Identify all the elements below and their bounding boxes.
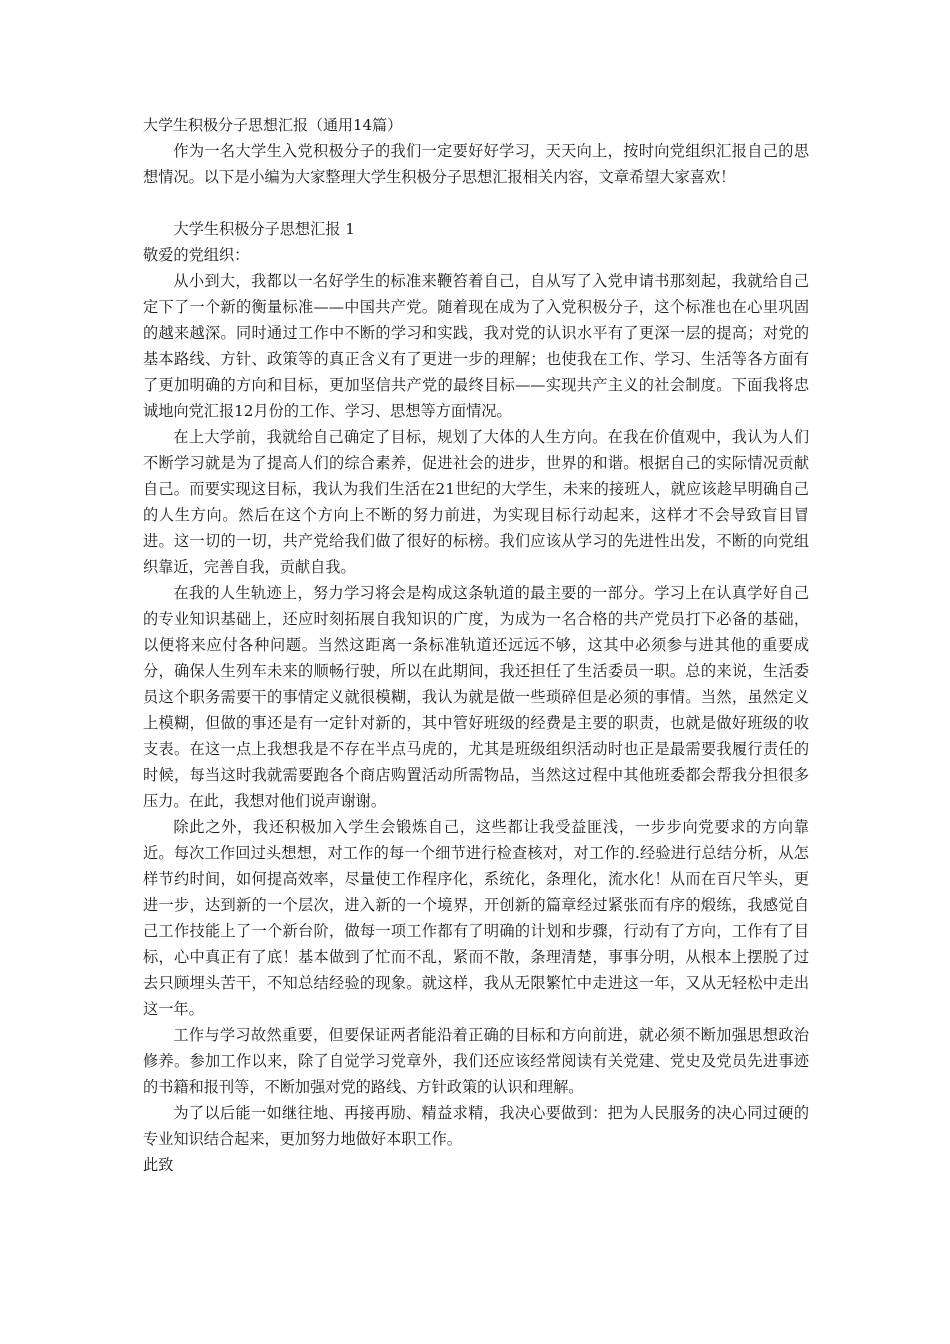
body-paragraph: 在我的人生轨迹上，努力学习将会是构成这条轨道的最主要的一部分。学习上在认真学好自己的专业知识基础上，还应时刻拓展自我知识的广度，为成为一名合格的共产党员打下必备的基础，以便将来应付各种问题。当然这距离一条标准轨道还远远不够，这其中必须参与进其他的重要成分，确保人生列车未来的顺畅行驶，所以在此期间，我还担任了生活委员一职。总的来说，生活委员这个职务需要干的事情定义就很模糊，我认为就是做一些琐碎但是必须的事情。当然，虽然定义上模糊，但做的事还是有一定针对新的，其中管好班级的经费是主要的职责，也就是做好班级的收支表。在这一点上我想我是不存在半点马虎的，尤其是班级组织活动时也正是最需要我履行责任的时候，每当这时我就需要跑各个商店购置活动所需物品，当然这过程中其他班委都会帮我分担很多压力。在此，我想对他们说声谢谢。 bbox=[143, 584, 809, 810]
body-paragraph: 除此之外，我还积极加入学生会锻炼自己，这些都让我受益匪浅，一步步向党要求的方向靠近。每次工作回过头想想，对工作的每一个细节进行检查核对，对工作的.经验进行总结分析，从怎样节约时间，如何提高效率，尽量使工作程序化，系统化，条理化，流水化！从而在百尺竿头，更进一步，达到新的一个层次，进入新的一个境界，开创新的篇章经过紧张而有序的煅练，我感觉自己工作技能上了一个新台阶，做每一项工作都有了明确的计划和步骤，行动有了方向，工作有了目标，心中真正有了底！基本做到了忙而不乱，紧而不散，条理清楚，事事分明，从根本上摆脱了过去只顾埋头苦干，不知总结经验的现象。就这样，我从无限繁忙中走进这一年，又从无轻松中走出这一年。 bbox=[143, 818, 809, 1018]
document-page bbox=[143, 112, 809, 1178]
closing: 此致 bbox=[143, 1156, 174, 1174]
section-title: 大学生积极分子思想汇报 1 bbox=[173, 220, 355, 238]
blank-line bbox=[143, 190, 809, 216]
salutation: 敬爱的党组织： bbox=[143, 246, 250, 264]
intro-paragraph: 作为一名大学生入党积极分子的我们一定要好好学习，天天向上，按时向党组织汇报自己的思想情况。以下是小编为大家整理大学生积极分子思想汇报相关内容，文章希望大家喜欢！ bbox=[143, 142, 809, 186]
document-title: 大学生积极分子思想汇报（通用14篇） bbox=[143, 116, 403, 134]
body-paragraph: 在上大学前，我就给自己确定了目标，规划了大体的人生方向。在我在价值观中，我认为人们不断学习就是为了提高人们的综合素养，促进社会的进步，世界的和谐。根据自己的实际情况贡献自己。而要实现这目标，我认为我们生活在21世纪的大学生，未来的接班人，就应该趁早明确自己的人生方向。然后在这个方向上不断的努力前进，为实现目标行动起来，这样才不会导致盲目冒进。这一切的一切，共产党给我们做了很好的标榜。我们应该从学习的先进性出发，不断的向党组织靠近，完善自我，贡献自我。 bbox=[143, 428, 809, 576]
body-paragraph: 从小到大，我都以一名好学生的标准来鞭笞着自己，自从写了入党申请书那刻起，我就给自己定下了一个新的衡量标准——中国共产党。随着现在成为了入党积极分子，这个标准也在心里巩固的越来越深。同时通过工作中不断的学习和实践，我对党的认识水平有了更深一层的提高；对党的基本路线、方针、政策等的真正含义有了更进一步的理解；也使我在工作、学习、生活等各方面有了更加明确的方向和目标，更加坚信共产党的最终目标——实现共产主义的社会制度。下面我将忠诚地向党汇报12月份的工作、学习、思想等方面情况。 bbox=[143, 272, 809, 420]
body-paragraph: 工作与学习故然重要，但要保证两者能沿着正确的目标和方向前进，就必须不断加强思想政治修养。参加工作以来，除了自觉学习党章外，我们还应该经常阅读有关党建、党史及党员先进事迹的书籍和报刊等，不断加强对党的路线、方针政策的认识和理解。 bbox=[143, 1026, 809, 1096]
body-paragraph: 为了以后能一如继往地、再接再励、精益求精，我决心要做到：把为人民服务的决心同过硬的专业知识结合起来，更加努力地做好本职工作。 bbox=[143, 1104, 809, 1148]
